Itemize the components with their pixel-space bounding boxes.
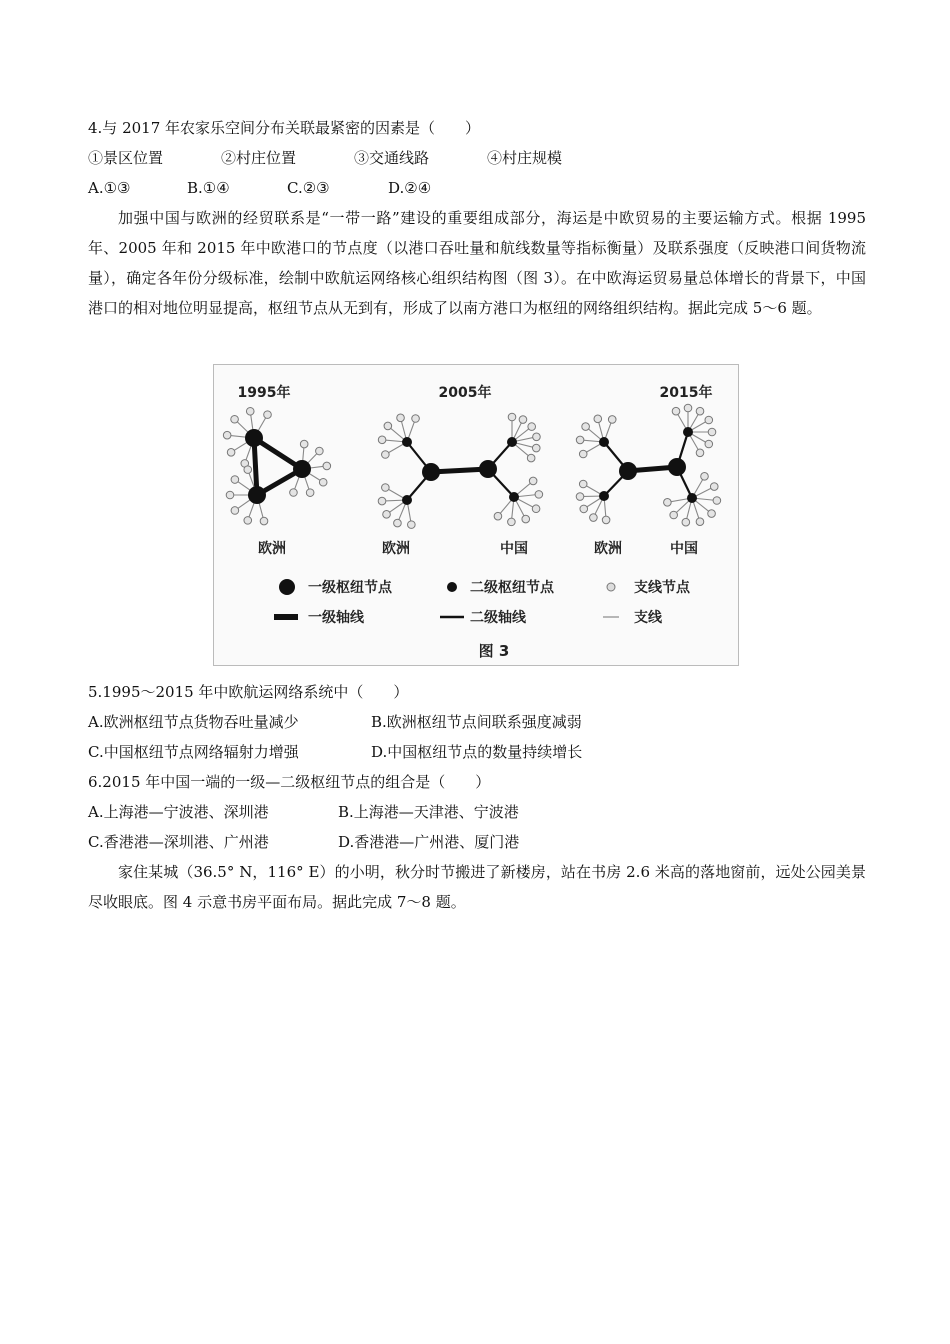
branch-node: [300, 440, 308, 448]
branch-node: [708, 428, 716, 436]
legend-secondary-hub-symbol: [447, 582, 457, 592]
branch-node: [713, 497, 721, 505]
branch-node: [508, 518, 516, 526]
branch-node: [527, 454, 535, 462]
legend-secondary-hub-label: 二级枢纽节点: [470, 580, 554, 596]
q6-option: A.上海港—宁波港、深圳港: [88, 803, 269, 821]
branch-node: [582, 423, 590, 431]
legend-primary-hub-label: 一级枢纽节点: [308, 580, 392, 596]
branch-node: [264, 411, 272, 419]
q4-option: C.②③: [287, 179, 330, 197]
region-label-europe-2015: 欧洲: [594, 541, 622, 557]
branch-node: [227, 449, 235, 457]
branch-node: [696, 518, 704, 526]
branch-node: [528, 423, 536, 431]
year-label-1995: 1995年: [237, 385, 291, 401]
passage-trade-network: 加强中国与欧洲的经贸联系是“一带一路”建设的重要组成部分，海运是中欧贸易的主要运输方式。根据 1995 年、2005 年和 2015 年中欧港口的节点度（以港口吞吐量和航线数量等指标衡量）及联系强度（反映港口间货物流量），确定各年份分级标准，绘制中欧航运网络核心组织结构图（图 3）。在中欧海运贸易量总体增长的背景下，中国港口的相对地位明显提高，枢纽节点从无到有，形成了以南方港口为枢纽的网络组织结构。据此完成 5～6 题。: [88, 209, 866, 317]
branch-node: [494, 512, 502, 520]
q4-item: ②村庄位置: [221, 149, 297, 167]
branch-node: [223, 431, 231, 439]
q4-option: A.①③: [88, 179, 131, 197]
branch-node: [244, 466, 252, 474]
branch-node: [260, 517, 268, 525]
legend-primary-hub-symbol: [279, 579, 295, 595]
branch-node: [231, 415, 239, 423]
region-label-europe-1995: 欧洲: [258, 541, 286, 557]
branch-node: [705, 440, 713, 448]
branch-node: [608, 416, 616, 424]
q5-option: B.欧洲枢纽节点间联系强度减弱: [371, 713, 582, 731]
primary-hub-node: [479, 460, 497, 478]
q4-stem: 4.与 2017 年农家乐空间分布关联最紧密的因素是（ ）: [88, 119, 481, 137]
branch-node: [701, 473, 709, 481]
branch-node: [670, 511, 678, 519]
legend-branch-line-label: 支线: [634, 610, 662, 626]
q6-option: B.上海港—天津港、宁波港: [338, 803, 519, 821]
branch-node: [384, 422, 392, 430]
branch-node: [231, 507, 239, 515]
branch-node: [378, 497, 386, 505]
q4-item: ①景区位置: [88, 149, 164, 167]
branch-node: [226, 491, 234, 499]
branch-node: [412, 415, 420, 423]
branch-node: [231, 476, 239, 484]
branch-node: [696, 407, 704, 415]
branch-node: [382, 484, 390, 492]
secondary-hub-node: [509, 492, 519, 502]
figure-3-network-diagram: [213, 364, 739, 666]
q4-option: D.②④: [388, 179, 432, 197]
secondary-hub-node: [687, 493, 697, 503]
branch-node: [696, 449, 704, 457]
q5-option: D.中国枢纽节点的数量持续增长: [371, 743, 583, 761]
branch-node: [672, 407, 680, 415]
region-label-europe-2005: 欧洲: [382, 541, 410, 557]
branch-node: [408, 521, 416, 529]
q6-option: D.香港港—广州港、厦门港: [338, 833, 520, 851]
branch-node: [316, 447, 324, 455]
branch-node: [590, 514, 598, 522]
primary-hub-node: [668, 458, 686, 476]
branch-node: [708, 510, 716, 518]
year-label-2005: 2005年: [438, 385, 492, 401]
q4-item: ④村庄规模: [487, 149, 563, 167]
secondary-hub-node: [599, 437, 609, 447]
q4-item: ③交通线路: [354, 149, 430, 167]
branch-node: [705, 416, 713, 424]
passage-study-room: 家住某城（36.5° N，116° E）的小明，秋分时节搬进了新楼房，站在书房 2.6 米高的落地窗前，远处公园美景尽收眼底。图 4 示意书房平面布局。据此完成 7～8 题。: [88, 863, 866, 911]
branch-node: [382, 451, 390, 459]
q4-option: B.①④: [187, 179, 230, 197]
branch-node: [394, 519, 402, 527]
branch-node: [529, 477, 537, 485]
q5-stem: 5.1995～2015 年中欧航运网络系统中（ ）: [88, 683, 409, 701]
branch-node: [579, 450, 587, 458]
q5-options-row-2: [88, 742, 582, 762]
legend-branch-node-label: 支线节点: [634, 580, 690, 596]
branch-node: [522, 515, 530, 523]
primary-hub-node: [619, 462, 637, 480]
region-label-china-2015: 中国: [670, 541, 698, 557]
legend-branch-node-symbol: [607, 583, 615, 591]
q6-options-row-2: [88, 832, 519, 852]
branch-node: [383, 511, 391, 519]
year-label-2015: 2015年: [659, 385, 713, 401]
network-diagram-svg: [214, 365, 738, 665]
legend-primary-axis-label: 一级轴线: [308, 610, 364, 626]
branch-node: [682, 518, 690, 526]
branch-node: [594, 415, 602, 423]
q5-option: A.欧洲枢纽节点货物吞吐量减少: [88, 713, 299, 731]
branch-node: [532, 505, 540, 513]
primary-hub-node: [245, 429, 263, 447]
secondary-hub-node: [507, 437, 517, 447]
branch-node: [508, 413, 516, 421]
q6-stem: 6.2015 年中国一端的一级—二级枢纽节点的组合是（ ）: [88, 773, 491, 791]
branch-node: [306, 489, 314, 497]
branch-node: [684, 404, 692, 412]
secondary-hub-node: [683, 427, 693, 437]
primary-hub-node: [422, 463, 440, 481]
branch-node: [378, 436, 386, 444]
primary-hub-node: [293, 460, 311, 478]
region-label-china-2005: 中国: [500, 541, 528, 557]
branch-node: [602, 516, 610, 524]
branch-node: [319, 478, 327, 486]
figure-caption: 图 3: [478, 642, 510, 660]
branch-node: [579, 480, 587, 488]
branch-node: [664, 499, 672, 507]
secondary-hub-node: [599, 491, 609, 501]
q4-options: [88, 178, 431, 198]
branch-node: [533, 433, 541, 441]
branch-node: [397, 414, 405, 422]
q5-options-row-1: [88, 712, 582, 732]
q6-options-row-1: [88, 802, 519, 822]
branch-node: [323, 462, 331, 470]
q5-option: C.中国枢纽节点网络辐射力增强: [88, 743, 299, 761]
legend-secondary-axis-label: 二级轴线: [470, 610, 526, 626]
primary-hub-node: [248, 486, 266, 504]
q6-option: C.香港港—深圳港、广州港: [88, 833, 269, 851]
branch-node: [532, 444, 540, 452]
branch-node: [246, 407, 254, 415]
branch-node: [519, 416, 527, 424]
branch-node: [576, 493, 584, 501]
q4-items: [88, 148, 562, 168]
branch-node: [580, 505, 588, 513]
branch-node: [535, 491, 543, 499]
secondary-hub-node: [402, 495, 412, 505]
branch-node: [290, 489, 298, 497]
branch-node: [244, 517, 252, 525]
branch-node: [576, 436, 584, 444]
branch-node: [710, 483, 718, 491]
secondary-hub-node: [402, 437, 412, 447]
